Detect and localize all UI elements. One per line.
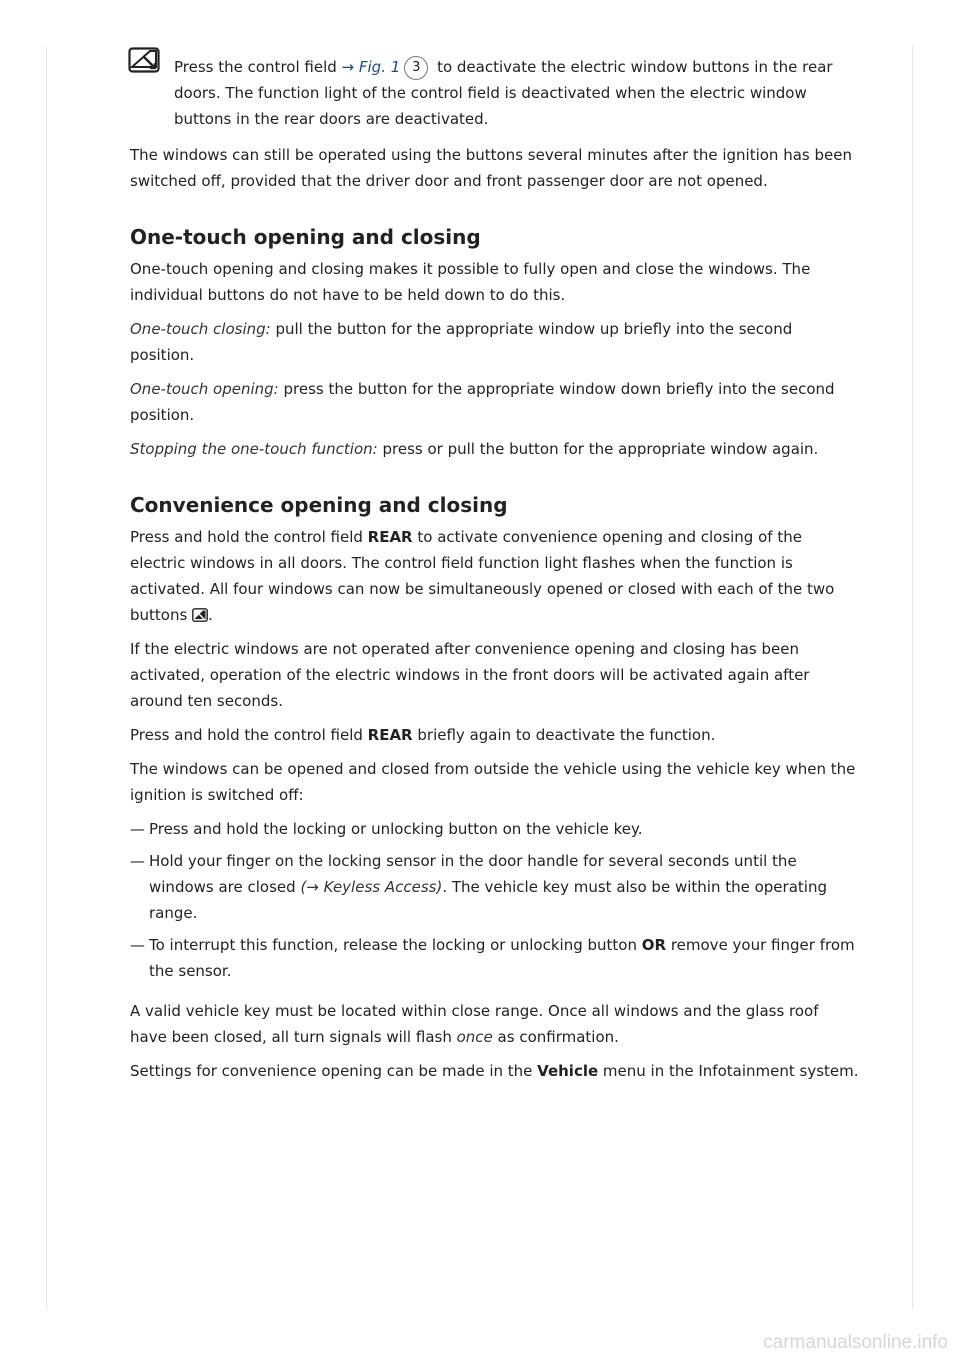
convenience-p5: A valid vehicle key must be located within close range. Once all windows and the glass roof have been closed, all turn signals will flash once as confirmation.: [130, 1002, 819, 1046]
rear-window-lock-icon: [128, 47, 160, 73]
intro-step: [130, 54, 860, 132]
convenience-p3: Press and hold the control field REAR briefly again to deactivate the function.: [130, 726, 716, 744]
one-touch-stopping: Stopping the one-touch function: press or pull the button for the appropriate window again.: [130, 440, 819, 458]
convenience-p2: If the electric windows are not operated after convenience opening and closing has been activated, operation of the electric windows in the front doors will be activated again after around ten seconds.: [130, 640, 810, 710]
heading-one-touch: One-touch opening and closing: [130, 225, 481, 249]
heading-convenience: Convenience opening and closing: [130, 493, 508, 517]
convenience-p1: Press and hold the control field REAR to activate convenience opening and closing of the electric windows in all doors. The control field function light flashes when the function is activated. All four windows can now be simultaneously opened or closed with each of the two buttons .: [130, 528, 835, 624]
one-touch-intro: One-touch opening and closing makes it possible to fully open and close the windows. The individual buttons do not have to be held down to do this.: [130, 260, 811, 304]
window-button-icon: [192, 608, 208, 622]
page-right-rule: [912, 46, 913, 1310]
watermark: carmanualsonline.info: [763, 1332, 948, 1353]
page-left-rule: [46, 46, 47, 1310]
callout-number: 3: [404, 56, 428, 80]
paragraph-after-ignition: The windows can still be operated using the buttons several minutes after the ignition has been switched off, provided that the driver door and front passenger door are not opened.: [130, 146, 852, 190]
convenience-p6: Settings for convenience opening can be made in the Vehicle menu in the Infotainment system.: [130, 1062, 859, 1080]
figure-link[interactable]: → Fig. 1: [341, 58, 401, 76]
list-item: — Press and hold the locking or unlocking button on the vehicle key.: [130, 820, 643, 838]
one-touch-closing: One-touch closing: pull the button for the appropriate window up briefly into the second position.: [130, 320, 793, 364]
list-item: — To interrupt this function, release the locking or unlocking button OR remove your finger from the sensor.: [130, 936, 855, 980]
intro-text: Press the control field → Fig. 1 3 to deactivate the electric window buttons in the rear doors. The function light of the control field is deactivated when the electric window buttons in the rear doors are deactivated.: [174, 54, 860, 132]
one-touch-opening: One-touch opening: press the button for the appropriate window down briefly into the second position.: [130, 380, 835, 424]
document-body: [130, 54, 860, 1092]
keyless-access-link[interactable]: (→ Keyless Access): [300, 878, 443, 896]
convenience-p4: The windows can be opened and closed from outside the vehicle using the vehicle key when the ignition is switched off:: [130, 760, 856, 804]
list-item: — Hold your finger on the locking sensor in the door handle for several seconds until the windows are closed (→ Keyless Access). The vehicle key must also be within the operating range.: [130, 852, 827, 922]
